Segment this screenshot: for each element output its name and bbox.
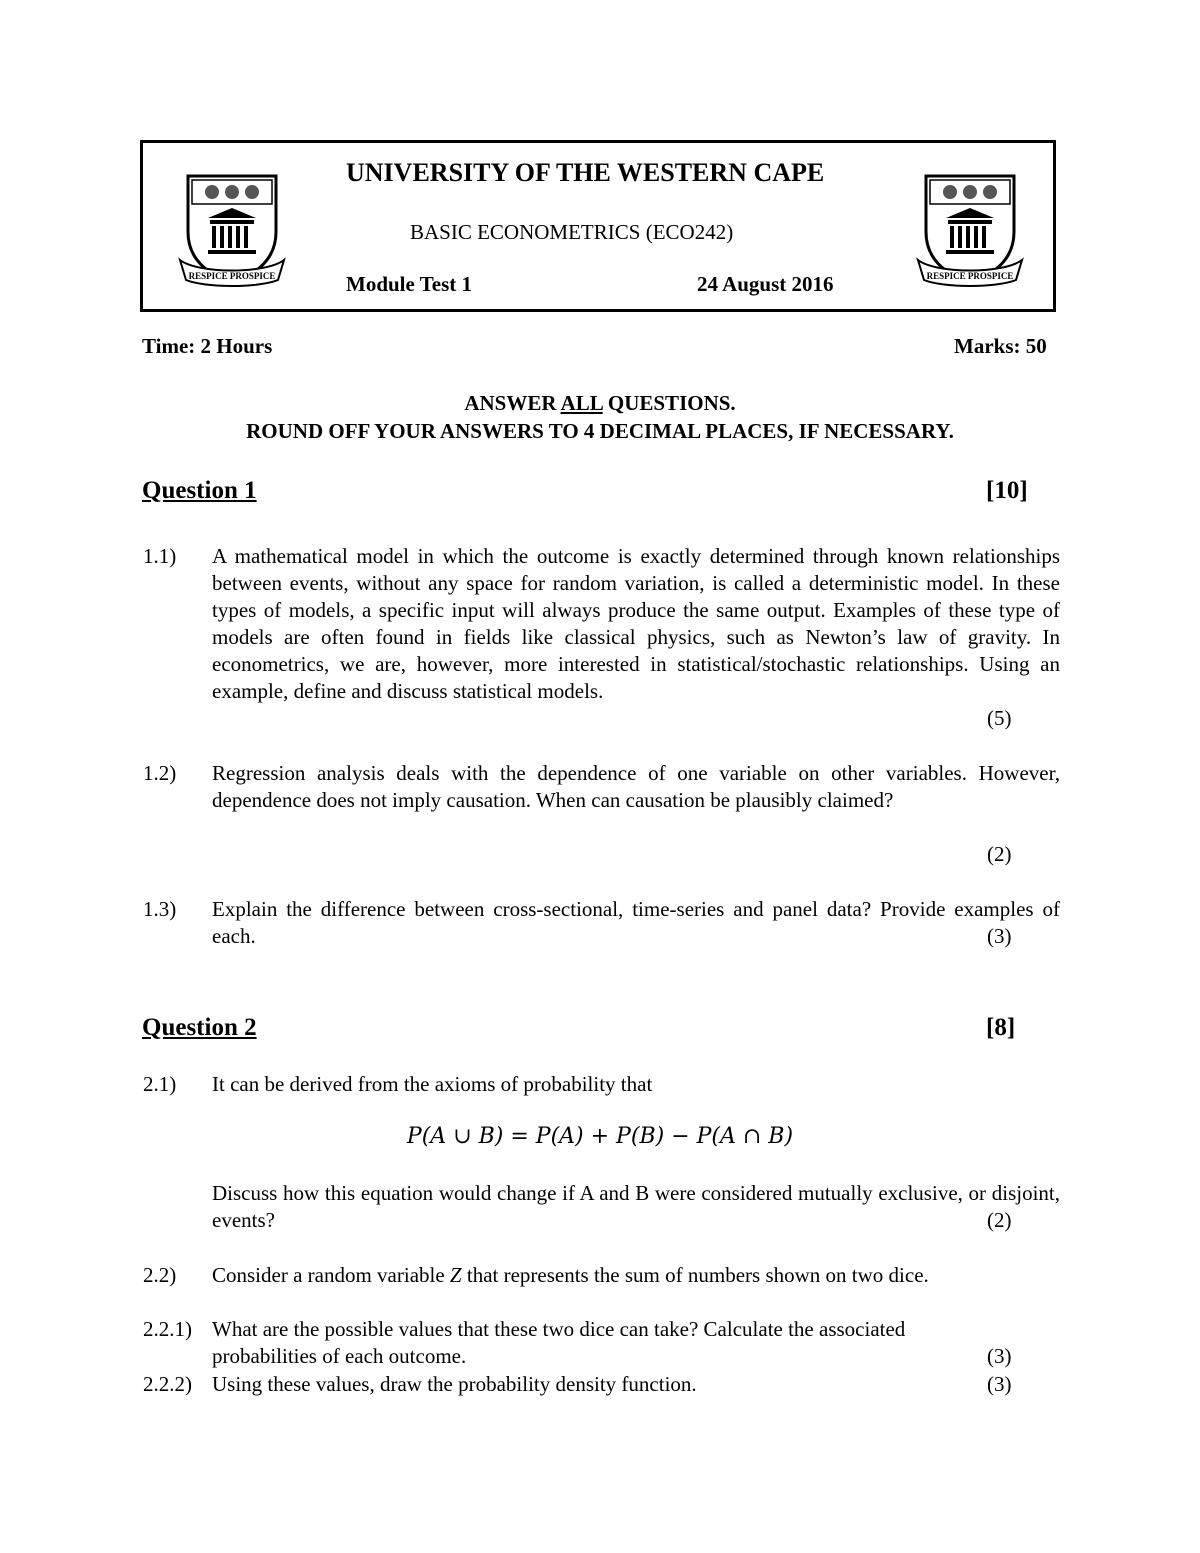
q2-2-variable: Z [449,1263,462,1287]
question-2-title: Question 2 [142,1014,257,1041]
crest-icon [178,170,286,292]
time-allowed: Time: 2 Hours [142,334,273,358]
university-crest-left [178,170,286,292]
crest-motto-right: RESPICE PROSPICE [926,271,1014,281]
q2-2-1-text: What are the possible values that these two dice can take? Calculate the associated probabilities of each outcome. [212,1317,906,1368]
university-name: UNIVERSITY OF THE WESTERN CAPE [346,158,825,187]
q2-2-2-number: 2.2.2) [143,1372,192,1396]
instruction-post: QUESTIONS. [602,391,736,415]
q1-3-text: Explain the difference between cross-sectional, time-series and panel data? Provide examples of each. [212,897,1060,948]
q2-2-2-text: Using these values, draw the probability density function. [212,1372,697,1396]
q2-2-1-number: 2.2.1) [143,1317,192,1341]
q1-2-mark: (2) [987,842,1012,866]
instruction-answer-all [0,391,1200,416]
q1-3-mark: (3) [987,924,1012,948]
q2-1-number: 2.1) [143,1072,177,1096]
q1-1-text: A mathematical model in which the outcome is exactly determined through known relationships between events, without any space for random variation, is called a deterministic model. In these types of models, a specific input will always produce the same output. Examples of these type of models are often found in fields like classical physics, such as Newton’s law of gravity. In econometrics, we are, however, more interested in statistical/stochastic relationships. Using an example, define and discuss statistical models. [212,544,1060,703]
q1-3-number: 1.3) [143,897,177,921]
test-name: Module Test 1 [346,272,473,296]
q2-1-intro: It can be derived from the axioms of probability that [212,1072,653,1096]
q1-1-mark: (5) [987,706,1012,730]
q2-1-text: Discuss how this equation would change if A and B were considered mutually exclusive, or disjoint, events? [212,1181,1060,1232]
q1-1-number: 1.1) [143,544,177,568]
crest-icon [916,170,1024,292]
q2-2-post: that represents the sum of numbers shown on two dice. [461,1263,929,1287]
question-1-title: Question 1 [142,477,257,504]
q2-2-1-mark: (3) [987,1344,1012,1368]
q2-2-number: 2.2) [143,1263,177,1287]
q1-2-number: 1.2) [143,761,177,785]
q1-2-text: Regression analysis deals with the dependence of one variable on other variables. However, dependence does not imply causation. When can causation be plausibly claimed? [212,761,1060,812]
q2-2-2-mark: (3) [987,1372,1012,1396]
total-marks: Marks: 50 [954,334,1047,358]
question-1-marks: [10] [986,477,1028,504]
question-2-marks: [8] [986,1014,1016,1041]
q2-2-text [212,1262,1060,1289]
instruction-pre: ANSWER [464,391,561,415]
course-name: BASIC ECONOMETRICS (ECO242) [410,220,734,244]
crest-motto-left: RESPICE PROSPICE [188,271,276,281]
q2-1-mark: (2) [987,1208,1012,1232]
instruction-all: ALL [560,391,603,415]
instruction-rounding: ROUND OFF YOUR ANSWERS TO 4 DECIMAL PLACES, IF NECESSARY. [246,419,954,443]
probability-union-equation: P(A ∪ B) = P(A) + P(B) − P(A ∩ B) [406,1124,794,1149]
q2-2-pre: Consider a random variable [212,1263,450,1287]
university-crest-right [916,170,1024,292]
test-date: 24 August 2016 [697,272,834,296]
